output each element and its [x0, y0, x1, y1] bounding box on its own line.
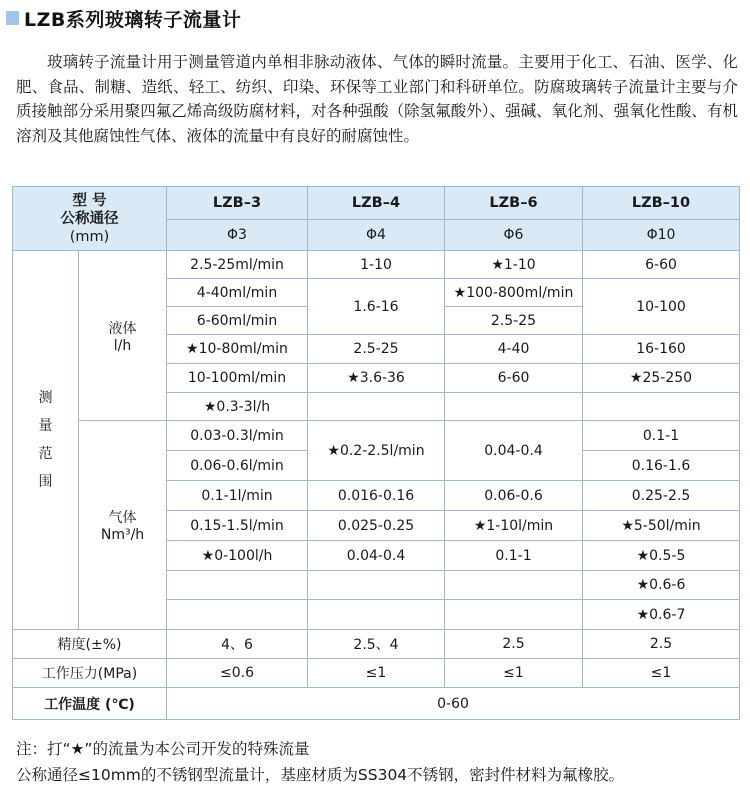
liquid-lzb3-cell: 6-60ml/min: [167, 307, 308, 335]
gas-lzb10-cell: ★0.5-5: [583, 541, 740, 571]
gas-lzb4-cell: 0.016-0.16: [308, 481, 445, 511]
empty-cell: [167, 571, 308, 600]
gas-lzb6-cell: 0.06-0.6: [445, 481, 583, 511]
liquid-lzb3-cell: ★10-80ml/min: [167, 335, 308, 364]
gas-lzb3-cell: 0.03-0.3l/min: [167, 421, 308, 451]
model-lzb4: LZB–4: [308, 187, 445, 220]
accuracy-label: 精度(±%): [13, 630, 167, 659]
gas-lzb3-cell: ★0-100l/h: [167, 541, 308, 571]
liquid-lzb10-cell: 16-160: [583, 335, 740, 364]
liquid-lzb4-cell: 1.6-16: [308, 279, 445, 335]
accuracy-lzb10: 2.5: [583, 630, 740, 659]
empty-cell: [308, 393, 445, 421]
unit-label: (mm): [69, 228, 110, 245]
notes: [16, 736, 741, 788]
liquid-lzb4-cell: 1-10: [308, 251, 445, 279]
gas-lzb4-cell: 0.025-0.25: [308, 511, 445, 541]
liquid-lzb6-cell: ★1-10: [445, 251, 583, 279]
header-model-cell: [13, 187, 167, 251]
gas-unit: Nm³/h: [100, 527, 145, 543]
liquid-lzb6-cell: 4-40: [445, 335, 583, 364]
measure-range-char: 测: [38, 390, 53, 406]
title-marker-square: [6, 11, 19, 25]
note-material: 公称通径≤10mm的不锈钢型流量计，基座材质为SS304不锈钢，密封件材料为氟橡胶。: [16, 766, 625, 784]
accuracy-row: [13, 630, 740, 659]
pressure-lzb4: ≤1: [308, 659, 445, 688]
empty-cell: [308, 571, 445, 600]
temperature-value: 0-60: [167, 688, 740, 720]
accuracy-lzb3: 4、6: [167, 630, 308, 659]
measure-range-char: 围: [38, 474, 53, 490]
diameter-lzb3: Φ3: [167, 220, 308, 251]
model-lzb10: LZB–10: [583, 187, 740, 220]
empty-cell: [445, 393, 583, 421]
table-row: [13, 421, 740, 451]
empty-cell: [583, 393, 740, 421]
liquid-lzb6-cell: 6-60: [445, 364, 583, 393]
measure-range-char: 量: [38, 418, 53, 434]
gas-lzb10-cell: ★5-50l/min: [583, 511, 740, 541]
accuracy-lzb4: 2.5、4: [308, 630, 445, 659]
gas-lzb6-cell: ★1-10l/min: [445, 511, 583, 541]
model-lzb3: LZB–3: [167, 187, 308, 220]
gas-lzb10-cell: 0.16-1.6: [583, 451, 740, 481]
model-lzb6: LZB–6: [445, 187, 583, 220]
liquid-lzb6-cell: 2.5-25: [445, 307, 583, 335]
empty-cell: [167, 600, 308, 630]
liquid-label-cell: [79, 251, 167, 421]
liquid-lzb3-cell: 10-100ml/min: [167, 364, 308, 393]
liquid-lzb10-cell: ★25-250: [583, 364, 740, 393]
liquid-lzb6-cell: ★100-800ml/min: [445, 279, 583, 307]
liquid-lzb4-cell: 2.5-25: [308, 335, 445, 364]
empty-cell: [445, 571, 583, 600]
table-row: [13, 251, 740, 279]
measure-range-label: [13, 251, 79, 630]
liquid-lzb10-cell: 10-100: [583, 279, 740, 335]
liquid-lzb3-cell: ★0.3-3l/h: [167, 393, 308, 421]
header-row-models: [13, 187, 740, 220]
diameter-lzb4: Φ4: [308, 220, 445, 251]
empty-cell: [308, 600, 445, 630]
gas-lzb10-cell: 0.1-1: [583, 421, 740, 451]
spec-table: [12, 186, 740, 720]
measure-range-char: 范: [38, 446, 53, 462]
model-label: 型 号: [72, 192, 107, 209]
diameter-label: 公称通径: [60, 210, 119, 227]
liquid-lzb10-cell: 6-60: [583, 251, 740, 279]
intro-paragraph: 玻璃转子流量计用于测量管道内单相非脉动液体、气体的瞬时流量。主要用于化工、石油、医学、化肥、食品、制糖、造纸、轻工、纺织、印染、环保等工业部门和科研单位。防腐玻璃转子流量计主要与介质接触部分采用聚四氟乙烯高级防腐材料，对各种强酸（除氢氟酸外）、强碱、氧化剂、强氧化性酸、有机溶剂及其他腐蚀性气体、液体的流量中有良好的耐腐蚀性。: [16, 53, 738, 145]
gas-label-cell: [79, 421, 167, 630]
pressure-row: [13, 659, 740, 688]
gas-lzb3-cell: 0.06-0.6l/min: [167, 451, 308, 481]
liquid-lzb3-cell: 2.5-25ml/min: [167, 251, 308, 279]
gas-lzb10-cell: ★0.6-7: [583, 600, 740, 630]
gas-lzb3-cell: 0.15-1.5l/min: [167, 511, 308, 541]
liquid-unit: l/h: [113, 337, 132, 354]
gas-lzb6-cell: 0.1-1: [445, 541, 583, 571]
gas-label: 气体: [108, 510, 137, 526]
diameter-lzb10: Φ10: [583, 220, 740, 251]
pressure-lzb6: ≤1: [445, 659, 583, 688]
temperature-label: 工作温度 (℃): [13, 688, 167, 720]
temperature-row: [13, 688, 740, 720]
empty-cell: [445, 600, 583, 630]
page-title: LZB系列玻璃转子流量计: [24, 9, 242, 31]
gas-lzb10-cell: 0.25-2.5: [583, 481, 740, 511]
gas-lzb3-cell: 0.1-1l/min: [167, 481, 308, 511]
liquid-label: 液体: [108, 320, 137, 337]
liquid-lzb4-cell: ★3.6-36: [308, 364, 445, 393]
pressure-lzb3: ≤0.6: [167, 659, 308, 688]
gas-lzb4-cell: ★0.2-2.5l/min: [308, 421, 445, 481]
gas-lzb4-cell: 0.04-0.4: [308, 541, 445, 571]
pressure-label: 工作压力(MPa): [13, 659, 167, 688]
gas-lzb10-cell: ★0.6-6: [583, 571, 740, 600]
title-bar: [0, 0, 750, 36]
accuracy-lzb6: 2.5: [445, 630, 583, 659]
pressure-lzb10: ≤1: [583, 659, 740, 688]
liquid-lzb3-cell: 4-40ml/min: [167, 279, 308, 307]
note-star: 注：打“★”的流量为本公司开发的特殊流量: [16, 740, 310, 758]
diameter-lzb6: Φ6: [445, 220, 583, 251]
gas-lzb6-cell: 0.04-0.4: [445, 421, 583, 481]
